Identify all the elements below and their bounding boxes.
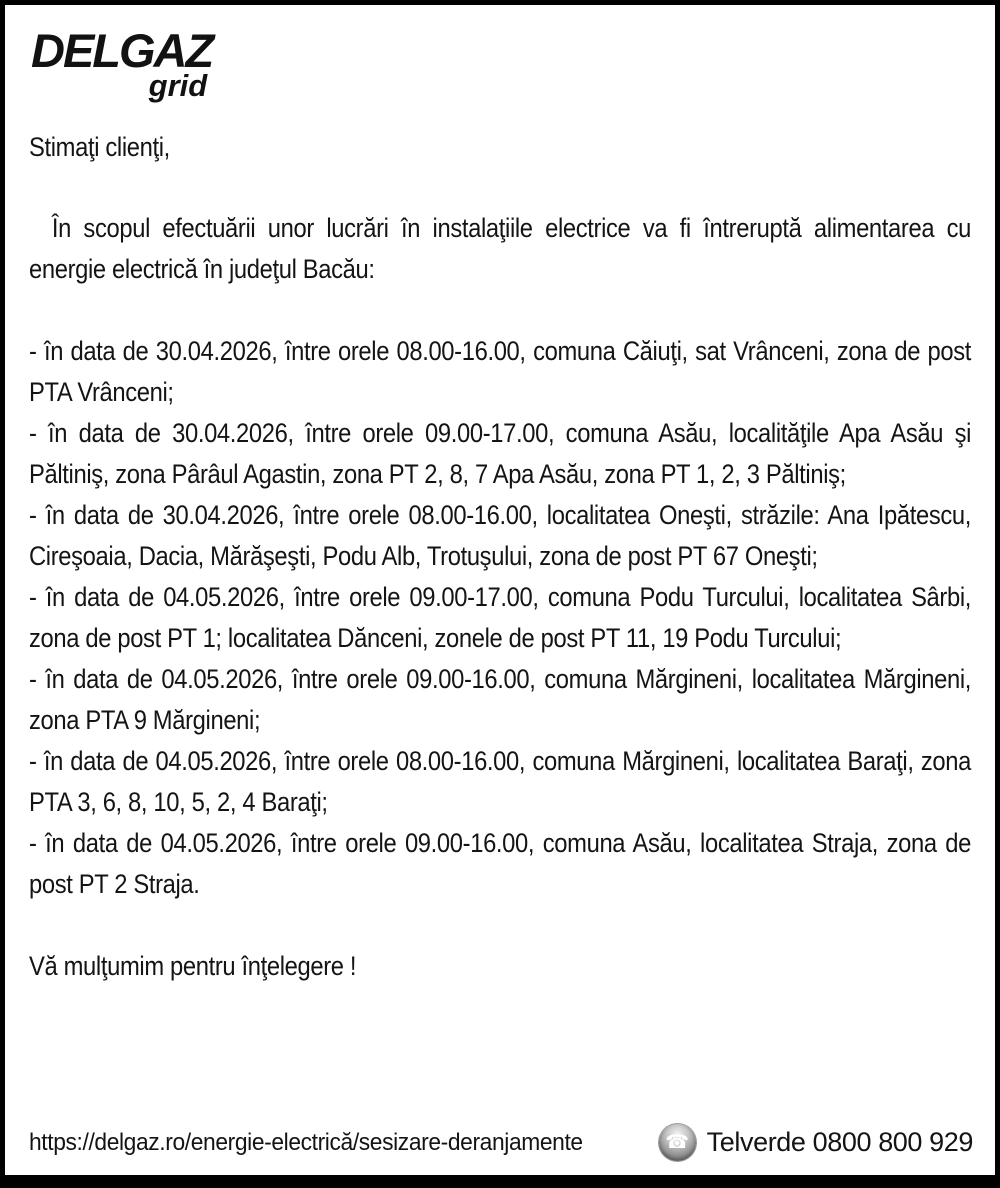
outage-item: - în data de 30.04.2026, între orele 08.00-16.00, localitatea Oneşti, străzile: Ana Ipătescu, Cireşoaia, Dacia, Mărăşeşti, Podu Alb, Trotuşului, zona de post PT 67 Oneşti;	[29, 500, 972, 571]
logo-sub-wordmark: grid	[148, 68, 208, 103]
outage-item: - în data de 30.04.2026, între orele 09.00-17.00, comuna Asău, localităţile Apa Asău şi Păltiniş, zona Pârâul Agastin, zona PT 2, 8, 7 Apa Asău, zona PT 1, 2, 3 Păltiniş;	[29, 418, 972, 489]
logo-wordmark: DELGAZ	[31, 24, 213, 77]
intro-paragraph: În scopul efectuării unor lucrări în instalaţiile electrice va fi întreruptă alimentarea cu energie electrică în judeţul Bacău:	[29, 213, 972, 284]
telephone-icon: ☎	[659, 1124, 696, 1161]
phone-contact	[659, 1124, 973, 1161]
outage-item: - în data de 30.04.2026, între orele 08.00-16.00, comuna Căiuţi, sat Vrânceni, zona de post PTA Vrânceni;	[29, 336, 972, 407]
footer	[29, 1124, 973, 1161]
greeting-text: Stimaţi clienţi,	[29, 132, 170, 162]
outage-item: - în data de 04.05.2026, între orele 09.00-16.00, comuna Asău, localitatea Straja, zona de post PT 2 Straja.	[29, 828, 972, 899]
delgaz-grid-logo	[31, 24, 213, 103]
outage-item: - în data de 04.05.2026, între orele 09.00-16.00, comuna Mărgineni, localitatea Mărgineni, zona PTA 9 Mărgineni;	[29, 664, 972, 735]
report-url: https://delgaz.ro/energie-electrică/sesizare-deranjamente	[29, 1128, 583, 1156]
outage-item: - în data de 04.05.2026, între orele 09.00-17.00, comuna Podu Turcului, localitatea Sârbi, zona de post PT 1; localitatea Dănceni, zonele de post PT 11, 19 Podu Turcului;	[29, 582, 972, 653]
telverde-phone-number: Telverde 0800 800 929	[706, 1127, 973, 1157]
closing-text: Vă mulţumim pentru înţelegere !	[29, 951, 357, 981]
outage-item: - în data de 04.05.2026, între orele 08.00-16.00, comuna Mărgineni, localitatea Baraţi, zona PTA 3, 6, 8, 10, 5, 2, 4 Baraţi;	[29, 746, 972, 817]
outage-list	[29, 331, 971, 905]
